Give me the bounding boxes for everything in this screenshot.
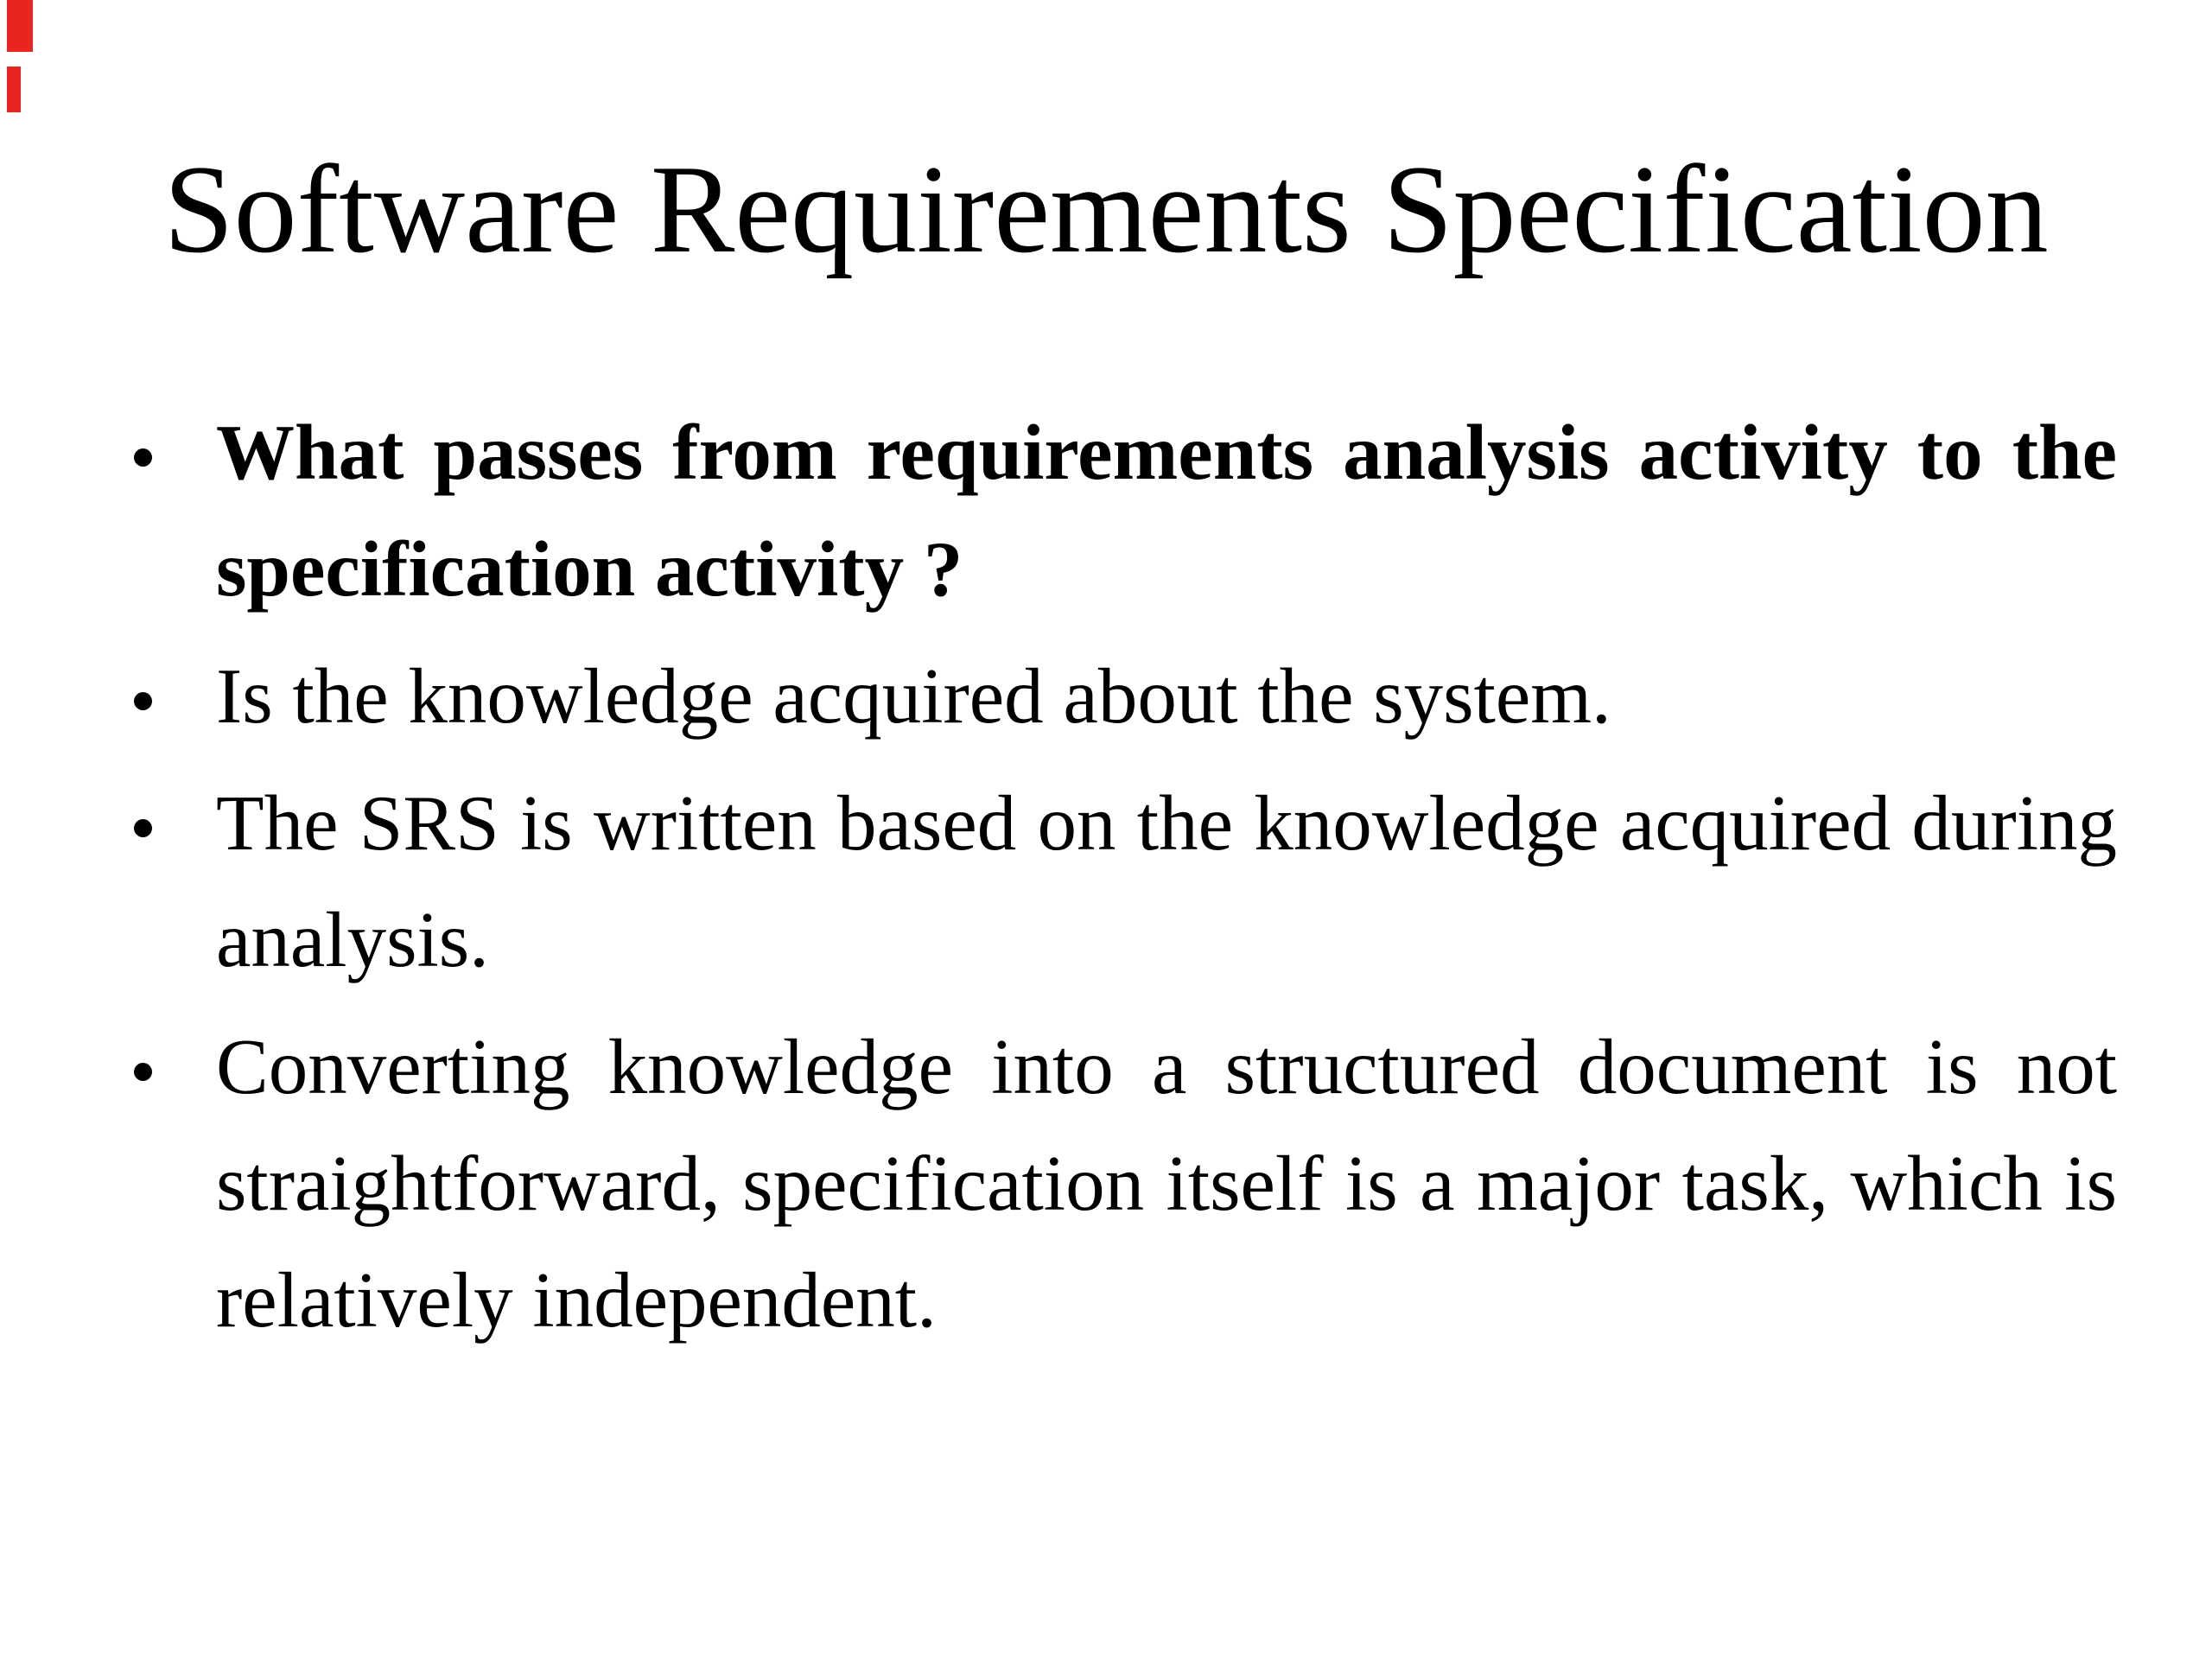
bullet-list: [0, 394, 2117, 1358]
bullet-item: [216, 394, 2117, 627]
bullet-text: Converting knowledge into a structured document is not straightforward, specification itself is a major task, which is relatively independent.: [216, 1023, 2117, 1344]
bullet-item: [216, 638, 2117, 754]
bullet-text: The SRS is written based on the knowledge acquired during analysis.: [216, 779, 2117, 984]
red-corner-mark-icon: [7, 0, 33, 52]
bullet-text: Is the knowledge acquired about the system.: [216, 652, 1611, 741]
red-corner-mark-icon: [7, 67, 21, 112]
slide-title: Software Requirements Specification: [163, 139, 2049, 279]
bullet-item: [216, 765, 2117, 998]
bullet-text: What passes from requirements analysis activity to the specification activity ?: [216, 409, 2117, 613]
bullet-item: [216, 1008, 2117, 1358]
